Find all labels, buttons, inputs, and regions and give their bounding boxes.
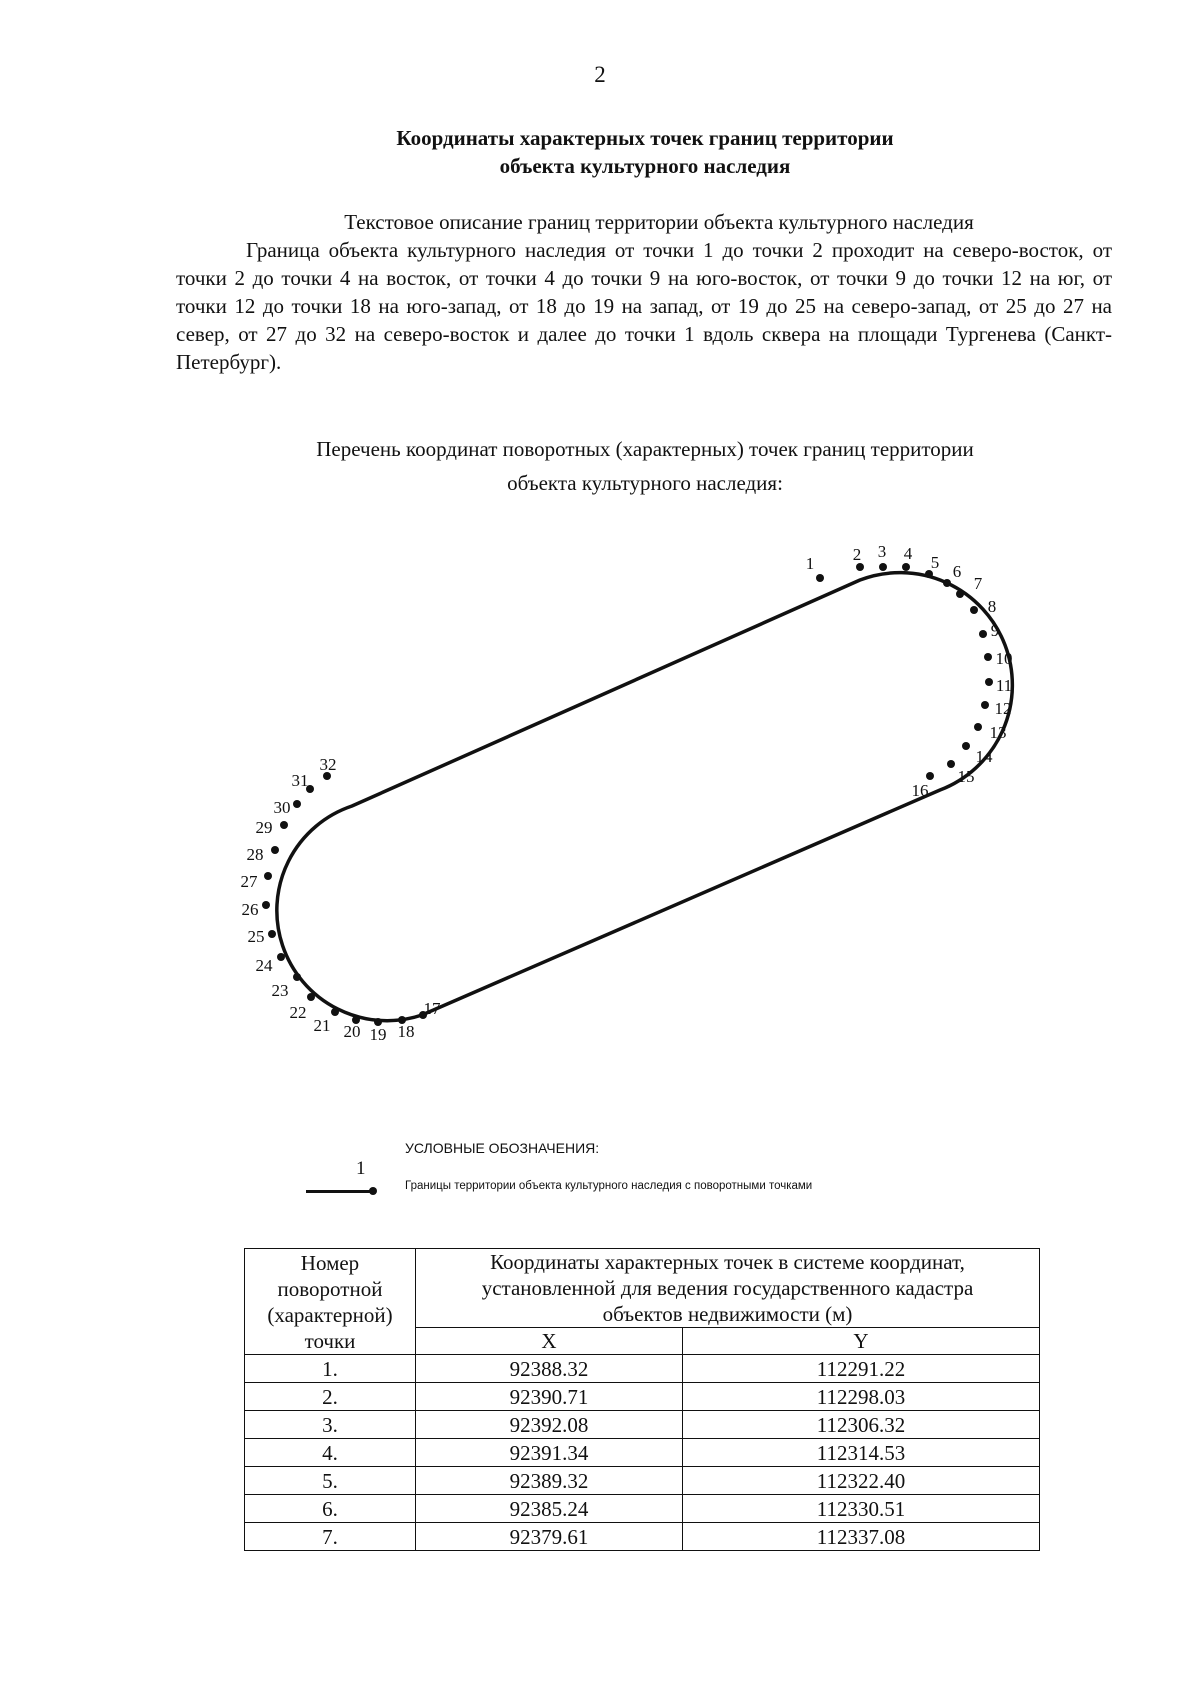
legend-line-sample bbox=[306, 1190, 372, 1193]
point-label-32: 32 bbox=[319, 755, 337, 774]
header-x: X bbox=[416, 1328, 683, 1355]
page-number: 2 bbox=[594, 62, 606, 87]
legend-description: Границы территории объекта культурного наследия с поворотными точками bbox=[405, 1180, 813, 1192]
boundary-point-13 bbox=[974, 723, 982, 731]
point-label-7: 7 bbox=[973, 574, 983, 593]
document-title bbox=[0, 124, 1200, 180]
boundary-point-6 bbox=[943, 579, 951, 587]
point-label-8: 8 bbox=[987, 597, 997, 616]
boundary-point-25 bbox=[268, 930, 276, 938]
point-label-20: 20 bbox=[343, 1022, 361, 1041]
boundary-point-26 bbox=[262, 901, 270, 909]
boundary-point-27 bbox=[264, 872, 272, 880]
boundary-point-9 bbox=[979, 630, 987, 638]
point-label-11: 11 bbox=[995, 676, 1013, 695]
title-line-1: Координаты характерных точек границ территории bbox=[396, 126, 894, 150]
description-heading: Текстовое описание границ территории объекта культурного наследия bbox=[344, 210, 974, 234]
point-label-25: 25 bbox=[247, 927, 265, 946]
boundary-point-29 bbox=[280, 821, 288, 829]
table-row: 5. 92389.32 112322.40 bbox=[245, 1467, 1040, 1495]
point-label-17: 17 bbox=[423, 999, 441, 1018]
point-label-3: 3 bbox=[877, 542, 887, 561]
boundary-point-21 bbox=[331, 1008, 339, 1016]
point-label-10: 10 bbox=[995, 649, 1013, 668]
boundary-point-7 bbox=[956, 590, 964, 598]
boundary-point-16 bbox=[926, 772, 934, 780]
point-label-13: 13 bbox=[989, 723, 1007, 742]
boundary-point-14 bbox=[962, 742, 970, 750]
point-label-28: 28 bbox=[246, 845, 264, 864]
legend-title: УСЛОВНЫЕ ОБОЗНАЧЕНИЯ: bbox=[405, 1140, 600, 1156]
point-label-23: 23 bbox=[271, 981, 289, 1000]
point-label-6: 6 bbox=[952, 562, 962, 581]
boundary-point-12 bbox=[981, 701, 989, 709]
point-label-26: 26 bbox=[241, 900, 259, 919]
boundary-diagram bbox=[240, 520, 1040, 1060]
boundary-point-2 bbox=[856, 563, 864, 571]
point-label-5: 5 bbox=[930, 553, 940, 572]
header-coordinates: Координаты характерных точек в системе координат, установленной для ведения государственного кадастра объектов недвижимости (м) bbox=[416, 1249, 1040, 1328]
table-row: 7. 92379.61 112337.08 bbox=[245, 1523, 1040, 1551]
list-title-line-1: Перечень координат поворотных (характерных) точек границ территории bbox=[316, 437, 974, 461]
point-label-30: 30 bbox=[273, 798, 291, 817]
point-label-22: 22 bbox=[289, 1003, 307, 1022]
point-label-4: 4 bbox=[903, 544, 913, 563]
boundary-point-8 bbox=[970, 606, 978, 614]
point-label-12: 12 bbox=[994, 699, 1012, 718]
legend-sample-number: 1 bbox=[356, 1158, 366, 1179]
boundary-point-1 bbox=[816, 574, 824, 582]
header-point-number: Номер поворотной (характерной) точки bbox=[245, 1249, 416, 1355]
table-row: 3. 92392.08 112306.32 bbox=[245, 1411, 1040, 1439]
point-label-27: 27 bbox=[240, 872, 258, 891]
boundary-point-3 bbox=[879, 563, 887, 571]
coordinates-table bbox=[244, 1248, 1040, 1551]
point-label-15: 15 bbox=[957, 767, 975, 786]
boundary-point-23 bbox=[293, 973, 301, 981]
point-label-1: 1 bbox=[805, 554, 815, 573]
boundary-point-22 bbox=[307, 993, 315, 1001]
list-title-line-2: объекта культурного наследия: bbox=[507, 471, 783, 495]
title-line-2: объекта культурного наследия bbox=[499, 154, 791, 178]
boundary-description bbox=[176, 208, 1112, 376]
point-label-24: 24 bbox=[255, 956, 273, 975]
boundary-point-24 bbox=[277, 953, 285, 961]
boundary-point-4 bbox=[902, 563, 910, 571]
boundary-point-30 bbox=[293, 800, 301, 808]
point-label-16: 16 bbox=[911, 781, 929, 800]
table-row: 4. 92391.34 112314.53 bbox=[245, 1439, 1040, 1467]
boundary-point-11 bbox=[985, 678, 993, 686]
description-body: Граница объекта культурного наследия от точки 1 до точки 2 проходит на северо-восток, от точки 2 до точки 4 на восток, от точки 4 до точки 9 на юго-восток, от точки 9 до точки 12 на юг, от точки 12 до точки 18 на юго-запад, от 18 до 19 на запад, от 19 до 25 на северо-запад, от 25 до 27 на север, от 27 до 32 на северо-восток и далее до точки 1 вдоль сквера на площади Тургенева (Санкт-Петербург). bbox=[176, 238, 1112, 374]
point-label-19: 19 bbox=[369, 1025, 387, 1044]
point-label-21: 21 bbox=[313, 1016, 331, 1035]
point-label-2: 2 bbox=[852, 545, 862, 564]
point-label-18: 18 bbox=[397, 1022, 415, 1041]
table-row: 6. 92385.24 112330.51 bbox=[245, 1495, 1040, 1523]
table-row: 1. 92388.32 112291.22 bbox=[245, 1355, 1040, 1383]
boundary-point-10 bbox=[984, 653, 992, 661]
point-label-14: 14 bbox=[975, 747, 993, 766]
boundary-outline bbox=[277, 573, 1013, 1021]
legend-point-sample bbox=[369, 1187, 377, 1195]
point-label-29: 29 bbox=[255, 818, 273, 837]
header-y: Y bbox=[683, 1328, 1040, 1355]
boundary-point-28 bbox=[271, 846, 279, 854]
coordinates-list-title bbox=[0, 432, 1200, 500]
point-label-9: 9 bbox=[990, 621, 1000, 640]
boundary-point-15 bbox=[947, 760, 955, 768]
table-row: 2. 92390.71 112298.03 bbox=[245, 1383, 1040, 1411]
point-label-31: 31 bbox=[291, 771, 309, 790]
